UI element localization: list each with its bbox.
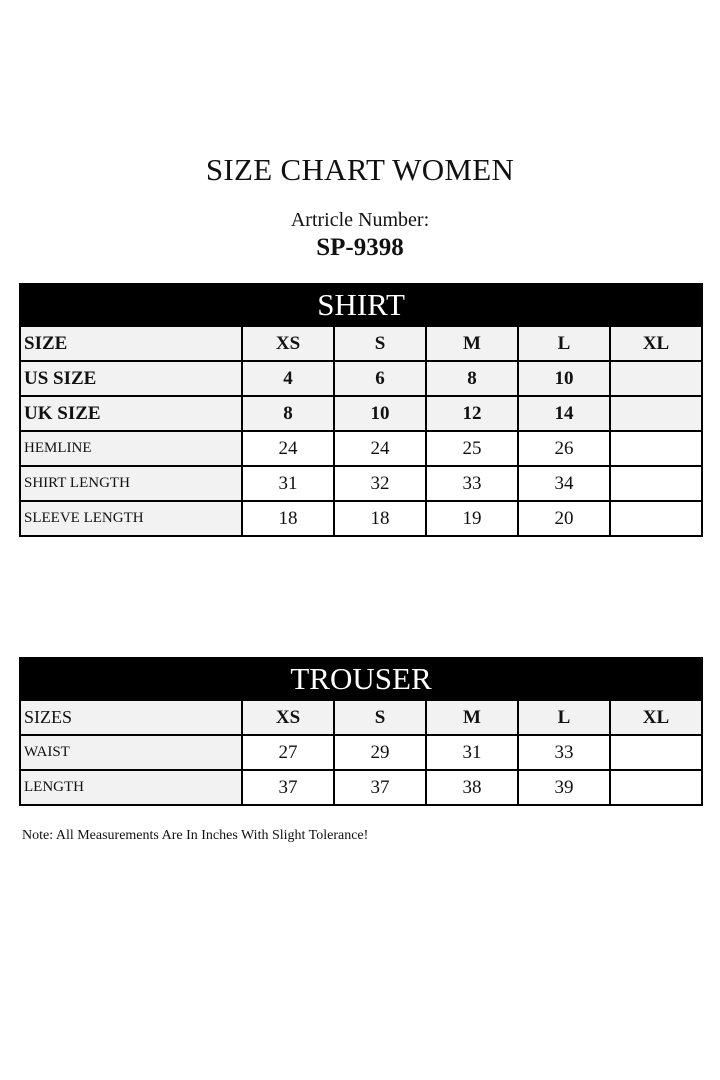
row-label: WAIST: [20, 735, 242, 770]
row-label: SHIRT LENGTH: [20, 466, 242, 501]
row-label: SIZE: [20, 326, 242, 361]
table-row: [20, 501, 702, 536]
table-row: [20, 735, 702, 770]
table-cell: 8: [426, 361, 518, 396]
shirt-heading-row: [20, 284, 702, 326]
table-row: [20, 396, 702, 431]
table-cell: 18: [242, 501, 334, 536]
table-cell: 20: [518, 501, 610, 536]
table-cell: 33: [518, 735, 610, 770]
table-cell: 10: [334, 396, 426, 431]
table-cell: [610, 770, 702, 805]
page-title: SIZE CHART WOMEN: [205, 152, 515, 187]
table-row: [20, 700, 702, 735]
table-cell: 27: [242, 735, 334, 770]
row-label: UK SIZE: [20, 396, 242, 431]
table-cell: XS: [242, 700, 334, 735]
table-cell: [610, 396, 702, 431]
table-row: [20, 770, 702, 805]
table-cell: 31: [426, 735, 518, 770]
table-cell: XL: [610, 326, 702, 361]
table-cell: M: [426, 326, 518, 361]
trouser-heading: TROUSER: [20, 658, 702, 700]
table-row: [20, 361, 702, 396]
table-cell: 25: [426, 431, 518, 466]
table-cell: 29: [334, 735, 426, 770]
article-number-label: Artricle Number:: [290, 209, 430, 231]
table-cell: 24: [334, 431, 426, 466]
table-row: [20, 466, 702, 501]
row-label: US SIZE: [20, 361, 242, 396]
article-number: SP-9398: [316, 234, 404, 261]
row-label: SIZES: [20, 700, 242, 735]
table-cell: 8: [242, 396, 334, 431]
table-cell: S: [334, 326, 426, 361]
shirt-size-table: [19, 283, 703, 537]
table-cell: 10: [518, 361, 610, 396]
table-cell: 12: [426, 396, 518, 431]
table-cell: 38: [426, 770, 518, 805]
shirt-heading: SHIRT: [20, 284, 702, 326]
row-label: HEMLINE: [20, 431, 242, 466]
table-cell: 24: [242, 431, 334, 466]
table-cell: 26: [518, 431, 610, 466]
table-cell: [610, 431, 702, 466]
table-cell: L: [518, 700, 610, 735]
table-cell: [610, 361, 702, 396]
table-cell: 39: [518, 770, 610, 805]
table-cell: S: [334, 700, 426, 735]
table-cell: 37: [242, 770, 334, 805]
table-cell: 34: [518, 466, 610, 501]
table-cell: XL: [610, 700, 702, 735]
table-cell: 33: [426, 466, 518, 501]
table-cell: 37: [334, 770, 426, 805]
table-cell: M: [426, 700, 518, 735]
table-row: [20, 326, 702, 361]
trouser-size-table: [19, 657, 703, 806]
table-cell: 32: [334, 466, 426, 501]
table-row: [20, 431, 702, 466]
table-cell: XS: [242, 326, 334, 361]
measurement-note: Note: All Measurements Are In Inches With Slight Tolerance!: [22, 828, 369, 843]
table-cell: 19: [426, 501, 518, 536]
table-cell: [610, 501, 702, 536]
row-label: LENGTH: [20, 770, 242, 805]
table-cell: 31: [242, 466, 334, 501]
table-cell: 18: [334, 501, 426, 536]
table-cell: [610, 466, 702, 501]
row-label: SLEEVE LENGTH: [20, 501, 242, 536]
trouser-heading-row: [20, 658, 702, 700]
table-cell: L: [518, 326, 610, 361]
table-cell: 4: [242, 361, 334, 396]
table-cell: 6: [334, 361, 426, 396]
table-cell: [610, 735, 702, 770]
table-cell: 14: [518, 396, 610, 431]
